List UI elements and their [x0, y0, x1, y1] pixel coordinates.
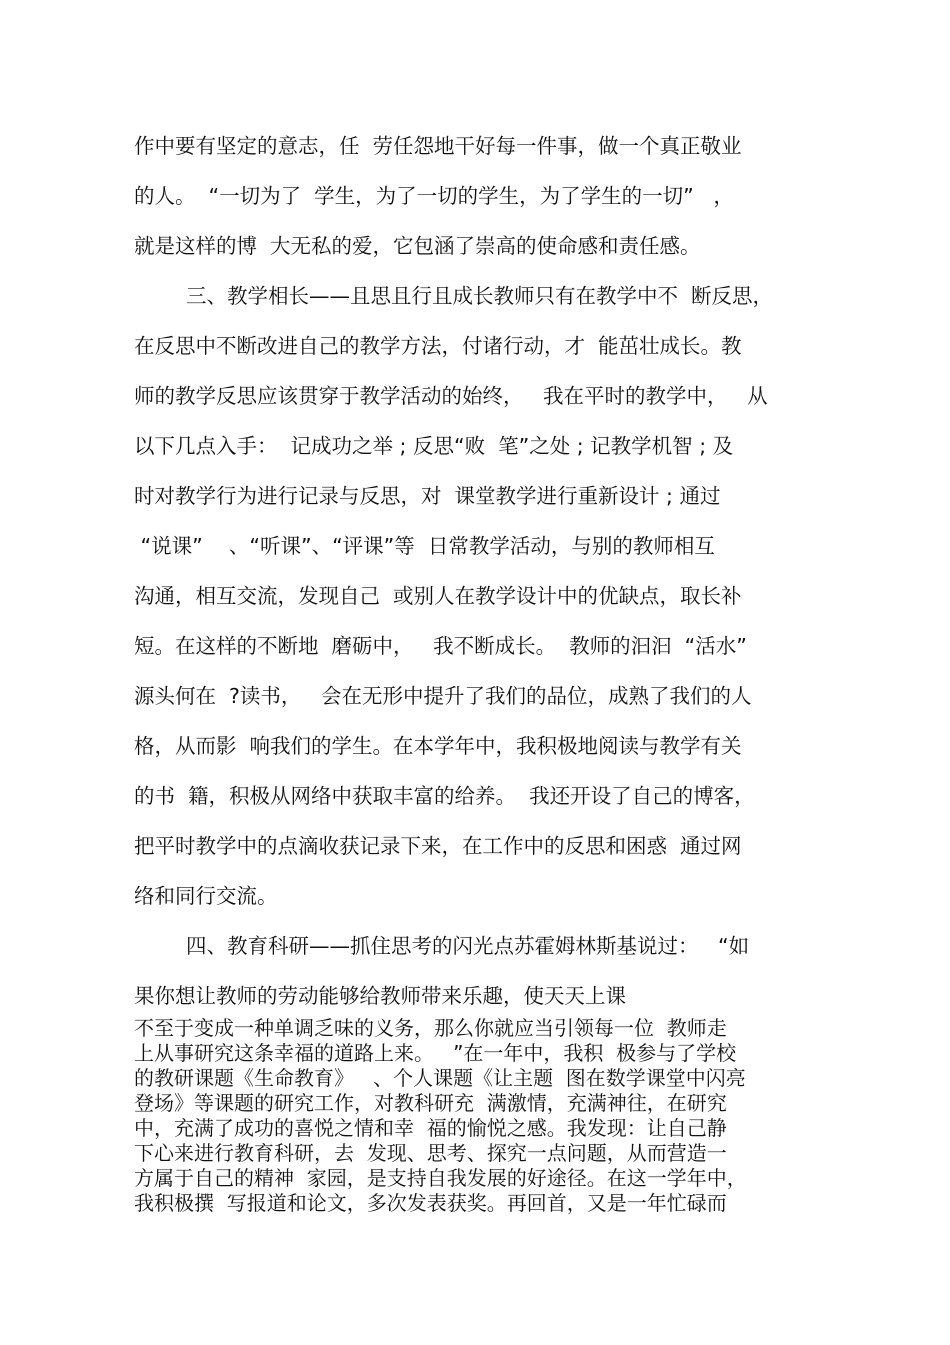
text-line: 在反思中不断改进自己的教学方法，付诸行动，才 能茁壮成长。教 — [134, 334, 742, 358]
text-line: 不至于变成一种单调乏味的义务，那么你就应当引领每一位 教师走 — [134, 1016, 727, 1040]
text-line: 以下几点入手： 记成功之举 ; 反思“败 笔”之处 ; 记教学机智 ; 及 — [134, 434, 734, 458]
text-line: 中，充满了成功的喜悦之情和幸 福的愉悦之感。我发现：让自己静 — [134, 1116, 727, 1140]
text-line: “说课” 、“听课”、“评课”等 日常教学活动，与别的教师相互 — [134, 534, 715, 558]
text-line: 短。在这样的不断地 磨砺中， 我不断成长。 教师的汩汩 “活水” — [134, 634, 747, 658]
section-heading-line: 三、教学相长——且思且行且成长教师只有在教学中不 断反思， — [186, 284, 774, 308]
text-line: 的书 籍，积极从网络中获取丰富的给养。 我还开设了自己的博客， — [134, 784, 755, 808]
text-line: 络和同行交流。 — [134, 884, 278, 908]
text-line: 师的教学反思应该贯穿于教学活动的始终， 我在平时的教学中， 从 — [134, 384, 768, 408]
text-line: 格，从而影 响我们的学生。在本学年中，我积极地阅读与教学有关 — [134, 734, 742, 758]
text-line: 把平时教学中的点滴收获记录下来，在工作中的反思和困惑 通过网 — [134, 834, 742, 858]
text-line: 的人。 “一切为了 学生，为了一切的学生，为了学生的一切” ， — [134, 184, 734, 208]
text-line: 沟通，相互交流，发现自己 或别人在教学设计中的优缺点，取长补 — [134, 584, 742, 608]
text-line: 作中要有坚定的意志，任 劳任怨地干好每一件事，做一个真正敬业 — [134, 134, 742, 158]
text-line: 源头何在 ?读书， 会在无形中提升了我们的品位，成熟了我们的人 — [134, 684, 752, 708]
text-line: 时对教学行为进行记录与反思，对 课堂教学进行重新设计 ; 通过 — [134, 484, 721, 508]
section-heading-line: 四、教育科研——抓住思考的闪光点苏霍姆林斯基说过： “如 — [186, 934, 750, 958]
text-line: 登场》等课题的研究工作，对教科研充 满激情，充满神往，在研究 — [134, 1091, 727, 1115]
text-line: 果你想让教师的劳动能够给教师带来乐趣，使天天上课 — [134, 984, 626, 1008]
text-line: 方属于自己的精神 家园，是支持自我发展的好途径。在这一学年中， — [134, 1166, 747, 1190]
text-line: 的教研课题《生命教育》 、个人课题《让主题 图在数学课堂中闪亮 — [134, 1066, 746, 1090]
text-line: 就是这样的博 大无私的爱，它包涵了崇高的使命感和责任感。 — [134, 234, 701, 258]
text-line: 我积极撰 写报道和论文，多次发表获奖。再回首，又是一年忙碌而 — [134, 1191, 727, 1215]
text-line: 上从事研究这条幸福的道路上来。 ”在一年中，我积 极参与了学校 — [134, 1041, 737, 1065]
text-line: 下心来进行教育科研，去 发现、思考、探究一点问题，从而营造一 — [134, 1141, 727, 1165]
